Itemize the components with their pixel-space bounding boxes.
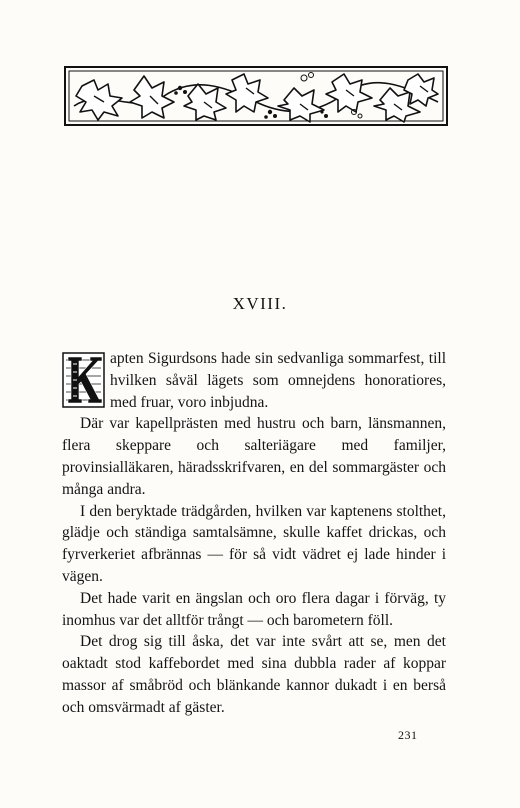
chapter-heading: XVIII. — [232, 294, 288, 313]
paragraph-2: Där var kapellprästen med hustru och barn, länsmannen, flera skeppare och salteriägare med familjer, provinsialläkaren, häradsskrifvaren, en del sommargäster och många andra. — [62, 415, 446, 498]
paragraph-1: apten Sigurdsons hade sin sedvanliga sommarfest, till hvilken såväl lägets som omnejdens honoratiores, med fruar, voro inbjudna. — [110, 350, 446, 411]
page-number: 231 — [398, 728, 418, 742]
paragraph-5: Det drog sig till åska, det var inte svårt att se, men det oaktadt stod kaffebordet med sina dubbla rader af koppar massor af småbröd och blänkande kannor dukadt i en berså och omsvärmadt af gäster. — [62, 633, 446, 716]
chapter-body — [62, 348, 446, 719]
paragraph-4: Det hade varit en ängslan och oro flera dagar i förväg, ty inomhus var det alltför trångt — och barometern föll. — [62, 589, 446, 629]
paragraph-3: I den beryktade trädgården, hvilken var kaptenens stolthet, glädje och ständiga samtalsämne, skulle kaffet drickas, och fyrverkeriet afbrännas — för så vidt vädret ej lade hinder i vägen. — [62, 502, 446, 585]
ornamental-initial-k-icon — [62, 352, 105, 408]
ivy-leaf-header-ornament — [64, 66, 448, 126]
